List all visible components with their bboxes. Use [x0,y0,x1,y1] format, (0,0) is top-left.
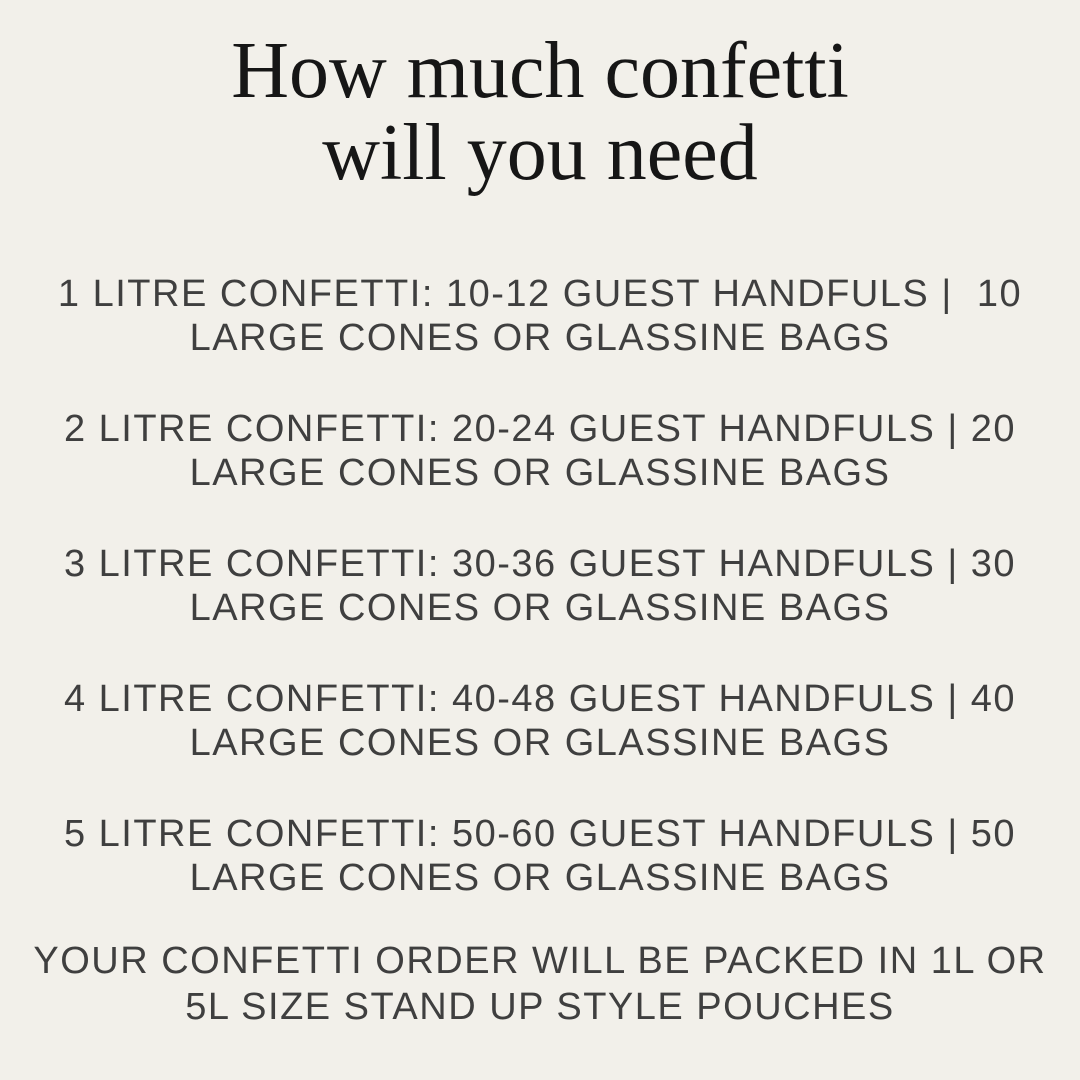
list-item-1-litre [58,272,1022,360]
list-item-5-litre [58,812,1022,900]
title-line-1: How much confetti [231,27,849,115]
footer-line-2: 5L SIZE STAND UP STYLE POUCHES [185,986,895,1028]
title-line-2: will you need [322,109,758,197]
list-item-3-litre [58,542,1022,630]
item-line: LARGE CONES OR GLASSINE BAGS [189,587,891,629]
item-line: LARGE CONES OR GLASSINE BAGS [189,317,891,359]
packing-note [33,938,1046,1030]
confetti-quantity-list [58,272,1022,947]
item-line: 3 LITRE CONFETTI: 30-36 GUEST HANDFULS | 30 [63,543,1017,585]
item-line: 5 LITRE CONFETTI: 50-60 GUEST HANDFULS | 50 [63,813,1017,855]
item-line: 4 LITRE CONFETTI: 40-48 GUEST HANDFULS | 40 [63,678,1017,720]
list-item-4-litre [58,677,1022,765]
item-line: 2 LITRE CONFETTI: 20-24 GUEST HANDFULS | 20 [63,408,1017,450]
footer-line-1: YOUR CONFETTI ORDER WILL BE PACKED IN 1L OR [33,940,1047,982]
item-line: LARGE CONES OR GLASSINE BAGS [189,452,891,494]
page-title [231,27,849,197]
item-line: LARGE CONES OR GLASSINE BAGS [189,722,891,764]
list-item-2-litre [58,407,1022,495]
item-line: LARGE CONES OR GLASSINE BAGS [189,857,891,899]
item-line: 1 LITRE CONFETTI: 10-12 GUEST HANDFULS | 10 [57,273,1023,315]
